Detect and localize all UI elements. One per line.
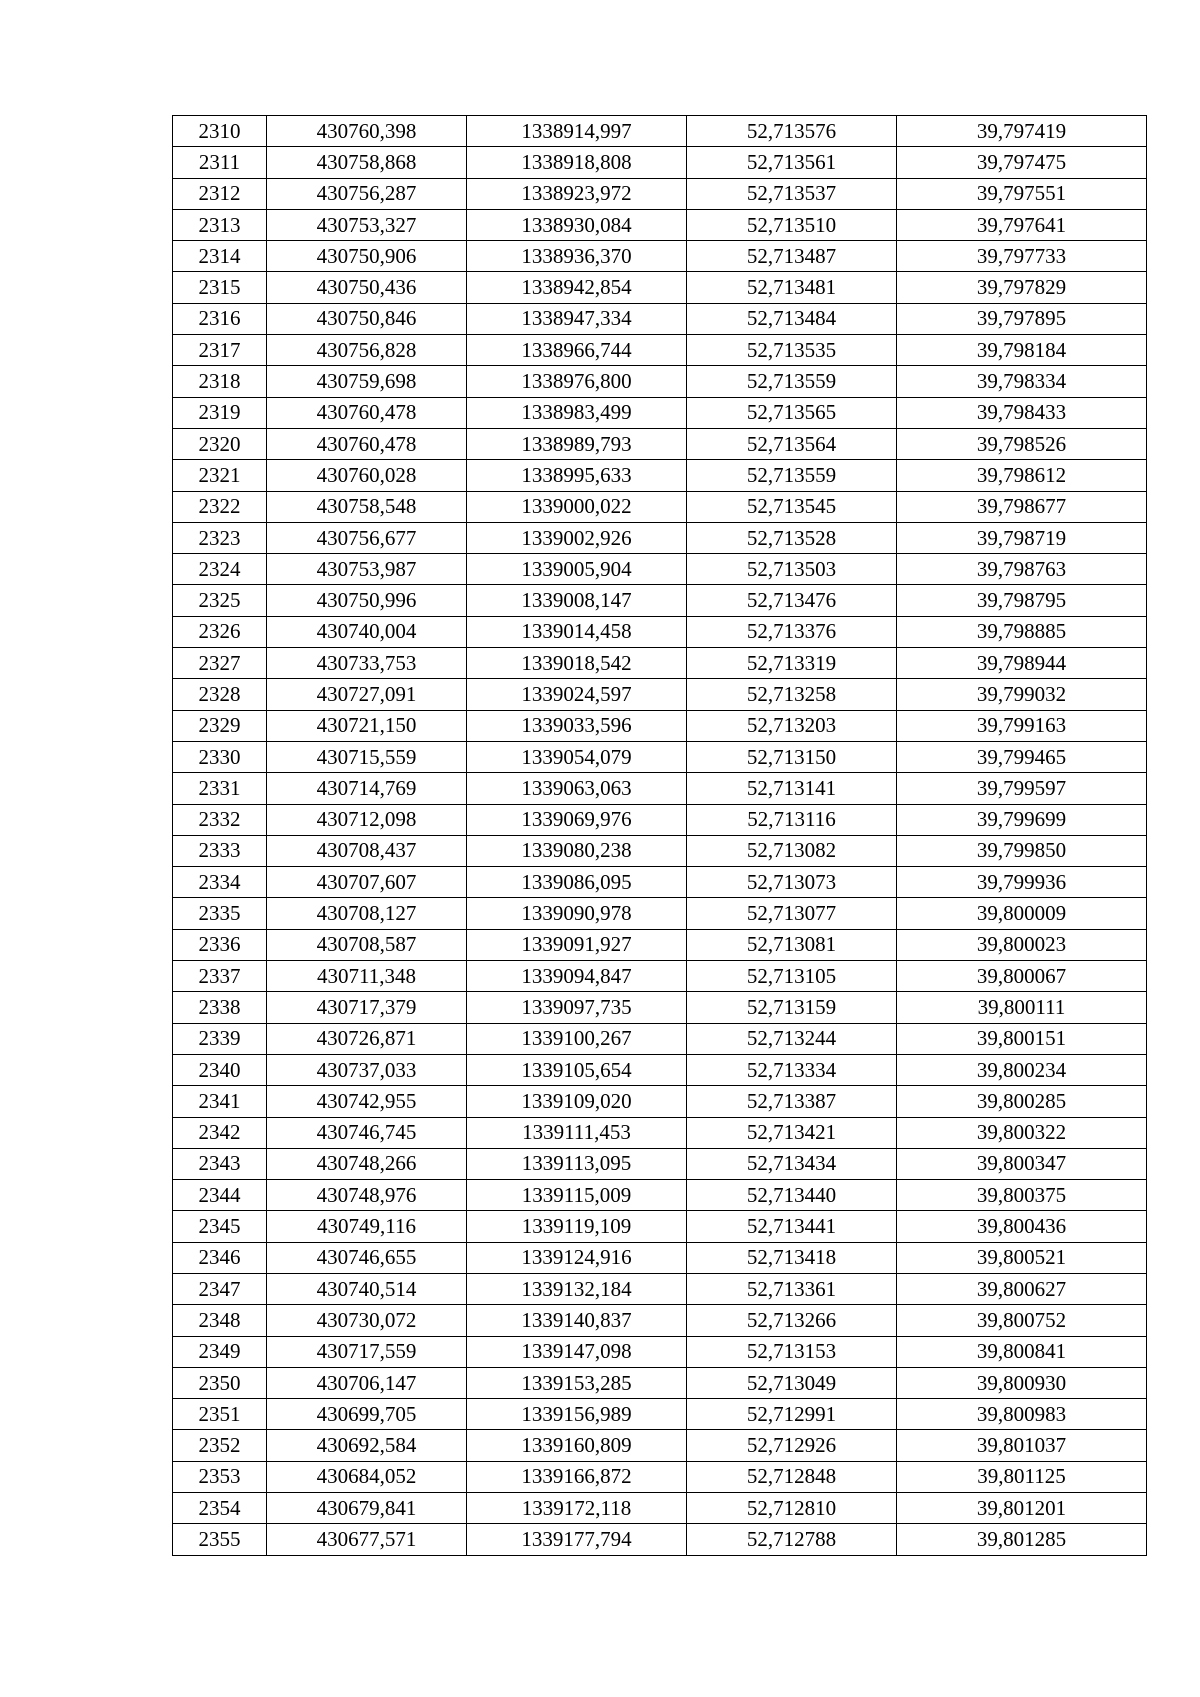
latitude-cell: 52,713081 <box>687 929 897 960</box>
table-row <box>173 929 1147 960</box>
latitude-cell: 52,713503 <box>687 554 897 585</box>
longitude-cell: 39,797551 <box>897 178 1147 209</box>
latitude-cell: 52,713535 <box>687 335 897 366</box>
point-number-cell: 2334 <box>173 867 267 898</box>
longitude-cell: 39,799699 <box>897 804 1147 835</box>
longitude-cell: 39,798677 <box>897 491 1147 522</box>
table-row <box>173 366 1147 397</box>
latitude-cell: 52,713559 <box>687 460 897 491</box>
longitude-cell: 39,798944 <box>897 648 1147 679</box>
latitude-cell: 52,713418 <box>687 1242 897 1273</box>
y-coordinate-cell: 1339080,238 <box>467 835 687 866</box>
y-coordinate-cell: 1339160,809 <box>467 1430 687 1461</box>
y-coordinate-cell: 1339119,109 <box>467 1211 687 1242</box>
x-coordinate-cell: 430730,072 <box>267 1305 467 1336</box>
latitude-cell: 52,712848 <box>687 1461 897 1492</box>
y-coordinate-cell: 1339005,904 <box>467 554 687 585</box>
table-row <box>173 522 1147 553</box>
longitude-cell: 39,799850 <box>897 835 1147 866</box>
longitude-cell: 39,799032 <box>897 679 1147 710</box>
table-row <box>173 491 1147 522</box>
y-coordinate-cell: 1339124,916 <box>467 1242 687 1273</box>
table-row <box>173 835 1147 866</box>
longitude-cell: 39,800930 <box>897 1367 1147 1398</box>
x-coordinate-cell: 430708,587 <box>267 929 467 960</box>
table-row <box>173 209 1147 240</box>
longitude-cell: 39,799163 <box>897 710 1147 741</box>
x-coordinate-cell: 430746,655 <box>267 1242 467 1273</box>
coordinates-table <box>172 115 1147 1556</box>
table-row <box>173 1367 1147 1398</box>
point-number-cell: 2339 <box>173 1023 267 1054</box>
table-row <box>173 1336 1147 1367</box>
x-coordinate-cell: 430706,147 <box>267 1367 467 1398</box>
x-coordinate-cell: 430727,091 <box>267 679 467 710</box>
latitude-cell: 52,713434 <box>687 1148 897 1179</box>
point-number-cell: 2355 <box>173 1524 267 1555</box>
table-row <box>173 867 1147 898</box>
x-coordinate-cell: 430756,287 <box>267 178 467 209</box>
point-number-cell: 2326 <box>173 616 267 647</box>
longitude-cell: 39,798612 <box>897 460 1147 491</box>
y-coordinate-cell: 1339063,063 <box>467 773 687 804</box>
longitude-cell: 39,797641 <box>897 209 1147 240</box>
table-row <box>173 178 1147 209</box>
longitude-cell: 39,798795 <box>897 585 1147 616</box>
point-number-cell: 2342 <box>173 1117 267 1148</box>
table-row <box>173 1023 1147 1054</box>
y-coordinate-cell: 1339069,976 <box>467 804 687 835</box>
y-coordinate-cell: 1339097,735 <box>467 992 687 1023</box>
longitude-cell: 39,797733 <box>897 241 1147 272</box>
table-row <box>173 241 1147 272</box>
y-coordinate-cell: 1339156,989 <box>467 1399 687 1430</box>
latitude-cell: 52,713537 <box>687 178 897 209</box>
point-number-cell: 2333 <box>173 835 267 866</box>
x-coordinate-cell: 430742,955 <box>267 1086 467 1117</box>
point-number-cell: 2351 <box>173 1399 267 1430</box>
longitude-cell: 39,801125 <box>897 1461 1147 1492</box>
point-number-cell: 2349 <box>173 1336 267 1367</box>
x-coordinate-cell: 430677,571 <box>267 1524 467 1555</box>
y-coordinate-cell: 1339094,847 <box>467 961 687 992</box>
x-coordinate-cell: 430679,841 <box>267 1493 467 1524</box>
point-number-cell: 2344 <box>173 1180 267 1211</box>
latitude-cell: 52,713150 <box>687 741 897 772</box>
latitude-cell: 52,713565 <box>687 397 897 428</box>
x-coordinate-cell: 430756,828 <box>267 335 467 366</box>
latitude-cell: 52,713545 <box>687 491 897 522</box>
latitude-cell: 52,713376 <box>687 616 897 647</box>
y-coordinate-cell: 1339024,597 <box>467 679 687 710</box>
y-coordinate-cell: 1339086,095 <box>467 867 687 898</box>
x-coordinate-cell: 430760,478 <box>267 428 467 459</box>
y-coordinate-cell: 1339002,926 <box>467 522 687 553</box>
longitude-cell: 39,798334 <box>897 366 1147 397</box>
table-row <box>173 272 1147 303</box>
x-coordinate-cell: 430717,379 <box>267 992 467 1023</box>
x-coordinate-cell: 430740,514 <box>267 1273 467 1304</box>
x-coordinate-cell: 430749,116 <box>267 1211 467 1242</box>
y-coordinate-cell: 1339033,596 <box>467 710 687 741</box>
point-number-cell: 2325 <box>173 585 267 616</box>
table-body <box>173 116 1147 1556</box>
y-coordinate-cell: 1339140,837 <box>467 1305 687 1336</box>
x-coordinate-cell: 430715,559 <box>267 741 467 772</box>
latitude-cell: 52,713049 <box>687 1367 897 1398</box>
point-number-cell: 2311 <box>173 147 267 178</box>
latitude-cell: 52,713203 <box>687 710 897 741</box>
table-row <box>173 773 1147 804</box>
point-number-cell: 2329 <box>173 710 267 741</box>
y-coordinate-cell: 1338936,370 <box>467 241 687 272</box>
table-row <box>173 1430 1147 1461</box>
latitude-cell: 52,713387 <box>687 1086 897 1117</box>
longitude-cell: 39,800521 <box>897 1242 1147 1273</box>
y-coordinate-cell: 1338914,997 <box>467 116 687 147</box>
table-row <box>173 1054 1147 1085</box>
latitude-cell: 52,713487 <box>687 241 897 272</box>
y-coordinate-cell: 1339014,458 <box>467 616 687 647</box>
point-number-cell: 2316 <box>173 303 267 334</box>
x-coordinate-cell: 430760,028 <box>267 460 467 491</box>
y-coordinate-cell: 1339153,285 <box>467 1367 687 1398</box>
longitude-cell: 39,800285 <box>897 1086 1147 1117</box>
latitude-cell: 52,712810 <box>687 1493 897 1524</box>
point-number-cell: 2330 <box>173 741 267 772</box>
longitude-cell: 39,798526 <box>897 428 1147 459</box>
x-coordinate-cell: 430692,584 <box>267 1430 467 1461</box>
latitude-cell: 52,712991 <box>687 1399 897 1430</box>
latitude-cell: 52,713153 <box>687 1336 897 1367</box>
point-number-cell: 2327 <box>173 648 267 679</box>
point-number-cell: 2323 <box>173 522 267 553</box>
y-coordinate-cell: 1338983,499 <box>467 397 687 428</box>
y-coordinate-cell: 1339008,147 <box>467 585 687 616</box>
table-row <box>173 1273 1147 1304</box>
table-row <box>173 804 1147 835</box>
y-coordinate-cell: 1339091,927 <box>467 929 687 960</box>
y-coordinate-cell: 1339054,079 <box>467 741 687 772</box>
table-row <box>173 116 1147 147</box>
longitude-cell: 39,798763 <box>897 554 1147 585</box>
y-coordinate-cell: 1338918,808 <box>467 147 687 178</box>
latitude-cell: 52,713441 <box>687 1211 897 1242</box>
x-coordinate-cell: 430753,987 <box>267 554 467 585</box>
table-row <box>173 303 1147 334</box>
table-row <box>173 741 1147 772</box>
table-row <box>173 428 1147 459</box>
longitude-cell: 39,800009 <box>897 898 1147 929</box>
point-number-cell: 2352 <box>173 1430 267 1461</box>
x-coordinate-cell: 430707,607 <box>267 867 467 898</box>
longitude-cell: 39,800983 <box>897 1399 1147 1430</box>
longitude-cell: 39,800234 <box>897 1054 1147 1085</box>
longitude-cell: 39,800111 <box>897 992 1147 1023</box>
latitude-cell: 52,713361 <box>687 1273 897 1304</box>
longitude-cell: 39,800436 <box>897 1211 1147 1242</box>
point-number-cell: 2321 <box>173 460 267 491</box>
y-coordinate-cell: 1338942,854 <box>467 272 687 303</box>
longitude-cell: 39,800023 <box>897 929 1147 960</box>
x-coordinate-cell: 430758,548 <box>267 491 467 522</box>
point-number-cell: 2317 <box>173 335 267 366</box>
table-row <box>173 1086 1147 1117</box>
longitude-cell: 39,797475 <box>897 147 1147 178</box>
latitude-cell: 52,713576 <box>687 116 897 147</box>
longitude-cell: 39,799465 <box>897 741 1147 772</box>
x-coordinate-cell: 430737,033 <box>267 1054 467 1085</box>
x-coordinate-cell: 430758,868 <box>267 147 467 178</box>
point-number-cell: 2338 <box>173 992 267 1023</box>
point-number-cell: 2331 <box>173 773 267 804</box>
longitude-cell: 39,799936 <box>897 867 1147 898</box>
latitude-cell: 52,713484 <box>687 303 897 334</box>
x-coordinate-cell: 430708,437 <box>267 835 467 866</box>
table-row <box>173 898 1147 929</box>
table-row <box>173 1493 1147 1524</box>
x-coordinate-cell: 430711,348 <box>267 961 467 992</box>
latitude-cell: 52,713077 <box>687 898 897 929</box>
longitude-cell: 39,800841 <box>897 1336 1147 1367</box>
x-coordinate-cell: 430759,698 <box>267 366 467 397</box>
table-row <box>173 992 1147 1023</box>
point-number-cell: 2340 <box>173 1054 267 1085</box>
longitude-cell: 39,800347 <box>897 1148 1147 1179</box>
y-coordinate-cell: 1339090,978 <box>467 898 687 929</box>
longitude-cell: 39,797895 <box>897 303 1147 334</box>
x-coordinate-cell: 430746,745 <box>267 1117 467 1148</box>
point-number-cell: 2328 <box>173 679 267 710</box>
x-coordinate-cell: 430733,753 <box>267 648 467 679</box>
x-coordinate-cell: 430721,150 <box>267 710 467 741</box>
x-coordinate-cell: 430748,976 <box>267 1180 467 1211</box>
longitude-cell: 39,799597 <box>897 773 1147 804</box>
x-coordinate-cell: 430750,436 <box>267 272 467 303</box>
y-coordinate-cell: 1339100,267 <box>467 1023 687 1054</box>
latitude-cell: 52,713440 <box>687 1180 897 1211</box>
longitude-cell: 39,798885 <box>897 616 1147 647</box>
x-coordinate-cell: 430750,846 <box>267 303 467 334</box>
y-coordinate-cell: 1339018,542 <box>467 648 687 679</box>
longitude-cell: 39,801201 <box>897 1493 1147 1524</box>
table-row <box>173 397 1147 428</box>
x-coordinate-cell: 430740,004 <box>267 616 467 647</box>
table-row <box>173 961 1147 992</box>
point-number-cell: 2324 <box>173 554 267 585</box>
point-number-cell: 2318 <box>173 366 267 397</box>
y-coordinate-cell: 1339113,095 <box>467 1148 687 1179</box>
latitude-cell: 52,712788 <box>687 1524 897 1555</box>
point-number-cell: 2319 <box>173 397 267 428</box>
longitude-cell: 39,800752 <box>897 1305 1147 1336</box>
table-row <box>173 335 1147 366</box>
table-row <box>173 648 1147 679</box>
x-coordinate-cell: 430753,327 <box>267 209 467 240</box>
table-row <box>173 1117 1147 1148</box>
table-row <box>173 1305 1147 1336</box>
x-coordinate-cell: 430750,996 <box>267 585 467 616</box>
point-number-cell: 2348 <box>173 1305 267 1336</box>
longitude-cell: 39,798433 <box>897 397 1147 428</box>
table-row <box>173 1461 1147 1492</box>
longitude-cell: 39,798719 <box>897 522 1147 553</box>
longitude-cell: 39,801285 <box>897 1524 1147 1555</box>
point-number-cell: 2336 <box>173 929 267 960</box>
table-row <box>173 1524 1147 1555</box>
point-number-cell: 2320 <box>173 428 267 459</box>
point-number-cell: 2350 <box>173 1367 267 1398</box>
latitude-cell: 52,713559 <box>687 366 897 397</box>
latitude-cell: 52,713319 <box>687 648 897 679</box>
latitude-cell: 52,713105 <box>687 961 897 992</box>
longitude-cell: 39,800375 <box>897 1180 1147 1211</box>
table-row <box>173 460 1147 491</box>
table-row <box>173 1211 1147 1242</box>
point-number-cell: 2353 <box>173 1461 267 1492</box>
y-coordinate-cell: 1338923,972 <box>467 178 687 209</box>
x-coordinate-cell: 430760,398 <box>267 116 467 147</box>
latitude-cell: 52,713510 <box>687 209 897 240</box>
table-row <box>173 1399 1147 1430</box>
table-row <box>173 1180 1147 1211</box>
latitude-cell: 52,713334 <box>687 1054 897 1085</box>
x-coordinate-cell: 430712,098 <box>267 804 467 835</box>
point-number-cell: 2313 <box>173 209 267 240</box>
table-row <box>173 554 1147 585</box>
y-coordinate-cell: 1339166,872 <box>467 1461 687 1492</box>
latitude-cell: 52,713159 <box>687 992 897 1023</box>
point-number-cell: 2312 <box>173 178 267 209</box>
latitude-cell: 52,713476 <box>687 585 897 616</box>
longitude-cell: 39,797829 <box>897 272 1147 303</box>
latitude-cell: 52,713528 <box>687 522 897 553</box>
latitude-cell: 52,713073 <box>687 867 897 898</box>
longitude-cell: 39,800322 <box>897 1117 1147 1148</box>
x-coordinate-cell: 430750,906 <box>267 241 467 272</box>
y-coordinate-cell: 1338966,744 <box>467 335 687 366</box>
table-row <box>173 1148 1147 1179</box>
table-row <box>173 710 1147 741</box>
latitude-cell: 52,713564 <box>687 428 897 459</box>
point-number-cell: 2354 <box>173 1493 267 1524</box>
latitude-cell: 52,713258 <box>687 679 897 710</box>
latitude-cell: 52,713141 <box>687 773 897 804</box>
longitude-cell: 39,800627 <box>897 1273 1147 1304</box>
latitude-cell: 52,713116 <box>687 804 897 835</box>
latitude-cell: 52,713082 <box>687 835 897 866</box>
point-number-cell: 2346 <box>173 1242 267 1273</box>
y-coordinate-cell: 1339115,009 <box>467 1180 687 1211</box>
table-row <box>173 147 1147 178</box>
x-coordinate-cell: 430748,266 <box>267 1148 467 1179</box>
y-coordinate-cell: 1339105,654 <box>467 1054 687 1085</box>
longitude-cell: 39,798184 <box>897 335 1147 366</box>
point-number-cell: 2310 <box>173 116 267 147</box>
point-number-cell: 2343 <box>173 1148 267 1179</box>
latitude-cell: 52,713421 <box>687 1117 897 1148</box>
x-coordinate-cell: 430726,871 <box>267 1023 467 1054</box>
y-coordinate-cell: 1339172,118 <box>467 1493 687 1524</box>
x-coordinate-cell: 430684,052 <box>267 1461 467 1492</box>
y-coordinate-cell: 1339132,184 <box>467 1273 687 1304</box>
longitude-cell: 39,797419 <box>897 116 1147 147</box>
latitude-cell: 52,713266 <box>687 1305 897 1336</box>
table-row <box>173 679 1147 710</box>
table-row <box>173 585 1147 616</box>
y-coordinate-cell: 1339109,020 <box>467 1086 687 1117</box>
point-number-cell: 2347 <box>173 1273 267 1304</box>
point-number-cell: 2332 <box>173 804 267 835</box>
table-row <box>173 1242 1147 1273</box>
longitude-cell: 39,800067 <box>897 961 1147 992</box>
y-coordinate-cell: 1338989,793 <box>467 428 687 459</box>
point-number-cell: 2335 <box>173 898 267 929</box>
x-coordinate-cell: 430714,769 <box>267 773 467 804</box>
longitude-cell: 39,800151 <box>897 1023 1147 1054</box>
point-number-cell: 2337 <box>173 961 267 992</box>
point-number-cell: 2315 <box>173 272 267 303</box>
point-number-cell: 2314 <box>173 241 267 272</box>
latitude-cell: 52,713481 <box>687 272 897 303</box>
y-coordinate-cell: 1339177,794 <box>467 1524 687 1555</box>
x-coordinate-cell: 430717,559 <box>267 1336 467 1367</box>
table-row <box>173 616 1147 647</box>
latitude-cell: 52,712926 <box>687 1430 897 1461</box>
x-coordinate-cell: 430708,127 <box>267 898 467 929</box>
y-coordinate-cell: 1338976,800 <box>467 366 687 397</box>
longitude-cell: 39,801037 <box>897 1430 1147 1461</box>
x-coordinate-cell: 430699,705 <box>267 1399 467 1430</box>
latitude-cell: 52,713561 <box>687 147 897 178</box>
y-coordinate-cell: 1339147,098 <box>467 1336 687 1367</box>
x-coordinate-cell: 430756,677 <box>267 522 467 553</box>
latitude-cell: 52,713244 <box>687 1023 897 1054</box>
y-coordinate-cell: 1338947,334 <box>467 303 687 334</box>
point-number-cell: 2322 <box>173 491 267 522</box>
y-coordinate-cell: 1338930,084 <box>467 209 687 240</box>
y-coordinate-cell: 1339000,022 <box>467 491 687 522</box>
point-number-cell: 2345 <box>173 1211 267 1242</box>
x-coordinate-cell: 430760,478 <box>267 397 467 428</box>
y-coordinate-cell: 1339111,453 <box>467 1117 687 1148</box>
point-number-cell: 2341 <box>173 1086 267 1117</box>
y-coordinate-cell: 1338995,633 <box>467 460 687 491</box>
